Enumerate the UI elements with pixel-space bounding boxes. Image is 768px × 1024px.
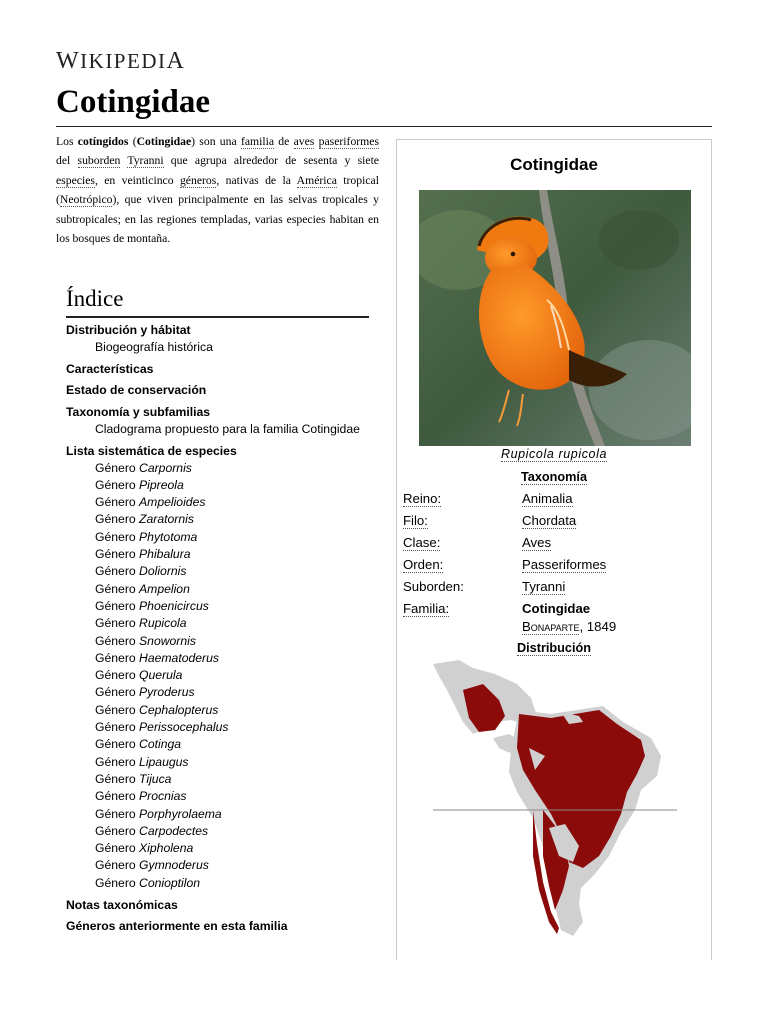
- toc-item-genero[interactable]: Género Snowornis: [95, 633, 196, 648]
- taxonomy-row-orden: [403, 557, 703, 577]
- genus-name: Ampelion: [139, 581, 190, 596]
- toc-item-genero[interactable]: Género Perissocephalus: [95, 720, 229, 735]
- toc-item-genero[interactable]: Género Xipholena: [95, 841, 194, 856]
- taxonomy-rank-label[interactable]: Filo:: [403, 513, 428, 528]
- taxonomy-authority: [403, 619, 703, 639]
- link-generos[interactable]: géneros: [179, 173, 217, 187]
- taxonomy-rank-label[interactable]: Orden:: [403, 557, 444, 572]
- toc-item-notas[interactable]: Notas taxonómicas: [66, 897, 178, 912]
- toc-item-genero[interactable]: Género Carpodectes: [95, 823, 209, 838]
- genus-name: Carpodectes: [139, 823, 209, 838]
- genus-name: Phytotoma: [139, 529, 198, 544]
- toc-item-cladograma[interactable]: Cladograma propuesto para la familia Cotingidae: [95, 421, 360, 436]
- taxonomy-row-clase: [403, 535, 703, 555]
- taxonomy-heading[interactable]: Taxonomía: [520, 470, 588, 484]
- genus-name: Porphyrolaema: [139, 806, 222, 821]
- taxonomy-rank-label: Suborden:: [403, 579, 464, 594]
- link-america[interactable]: América: [296, 173, 337, 187]
- wikipedia-logo[interactable]: WIKIPEDIA: [56, 48, 186, 74]
- intro-paragraph: Los cotíngidos (Cotingidae) son una familia de aves paseriformes del suborden Tyranni que agrupa alrededor de sesenta y siete especies, en veinticinco géneros, nativas de la América tropical (Neotrópico), que viven principalmente en las selvas tropicales y subtropicales; en las regiones templadas, varias especies habitan en los bosques de montaña.: [56, 135, 380, 246]
- taxonomy-rank-value[interactable]: Chordata: [522, 513, 577, 528]
- taxonomy-rank-value[interactable]: Animalia: [522, 491, 573, 506]
- infobox-title: Cotingidae: [510, 155, 598, 174]
- taxonomy-rank-label[interactable]: Reino:: [403, 491, 442, 506]
- genus-name: Ampelioides: [139, 495, 206, 510]
- distribution-map[interactable]: [433, 660, 677, 940]
- toc-heading: Índice: [66, 286, 124, 311]
- toc-item-genero[interactable]: Género Ampelioides: [95, 495, 206, 510]
- toc-item-genero[interactable]: Género Ampelion: [95, 581, 190, 596]
- genus-name: Gymnoderus: [139, 858, 209, 873]
- genus-name: Doliornis: [139, 564, 187, 579]
- toc-divider: [66, 316, 369, 318]
- toc-item-genero[interactable]: Género Cephalopterus: [95, 702, 219, 717]
- toc-item-genero[interactable]: Género Porphyrolaema: [95, 806, 222, 821]
- genus-name: Pipreola: [139, 477, 184, 492]
- toc-item-genero[interactable]: Género Pipreola: [95, 477, 184, 492]
- genus-name: Xipholena: [139, 841, 194, 856]
- toc-item-genero[interactable]: Género Phoenicircus: [95, 598, 209, 613]
- taxonomy-rank-label[interactable]: Clase:: [403, 535, 441, 550]
- table-of-contents: [66, 322, 376, 935]
- intro-bold-term: cotíngidos: [77, 135, 129, 148]
- bird-photo[interactable]: [419, 190, 691, 446]
- genus-name: Pyroderus: [139, 685, 195, 700]
- link-familia[interactable]: familia: [240, 135, 275, 148]
- page-title: Cotingidae: [56, 84, 211, 120]
- link-tyranni[interactable]: Tyranni: [127, 154, 164, 168]
- genus-name: Haematoderus: [139, 650, 219, 665]
- toc-item-lista-especies[interactable]: Lista sistemática de especies: [66, 443, 237, 458]
- distribution-heading[interactable]: Distribución: [516, 641, 591, 655]
- genus-name: Procnias: [139, 789, 187, 804]
- toc-item-genero[interactable]: Género Querula: [95, 668, 183, 683]
- link-neotropico[interactable]: Neotrópico: [59, 193, 113, 207]
- toc-item-genero[interactable]: Género Carpornis: [95, 460, 192, 475]
- toc-item-genero[interactable]: Género Tijuca: [95, 771, 172, 786]
- toc-item-genero[interactable]: Género Gymnoderus: [95, 858, 209, 873]
- genus-name: Lipaugus: [139, 754, 189, 769]
- taxonomy-rank-value: Cotingidae: [522, 601, 591, 616]
- title-divider: [56, 126, 712, 127]
- toc-item-generos-anteriores[interactable]: Géneros anteriormente en esta familia: [66, 919, 288, 934]
- genus-name: Cephalopterus: [139, 702, 219, 717]
- genus-name: Zaratornis: [139, 512, 194, 527]
- taxonomy-rank-label[interactable]: Familia:: [403, 601, 450, 616]
- toc-item-taxonomia[interactable]: Taxonomía y subfamilias: [66, 404, 211, 419]
- genus-name: Phoenicircus: [139, 598, 209, 613]
- toc-item-genero[interactable]: Género Conioptilon: [95, 875, 201, 890]
- authority-year: , 1849: [579, 619, 617, 634]
- taxonomy-rank-value[interactable]: Passeriformes: [522, 557, 607, 572]
- genus-name: Rupicola: [139, 616, 187, 631]
- toc-item-caracteristicas[interactable]: Características: [66, 361, 154, 376]
- toc-item-genero[interactable]: Género Doliornis: [95, 564, 187, 579]
- genus-name: Querula: [139, 668, 183, 683]
- image-caption[interactable]: Rupicola rupicola: [500, 447, 608, 461]
- taxonomy-row-familia: [403, 601, 703, 621]
- genus-name: Conioptilon: [139, 875, 201, 890]
- taxonomy-row-reino: [403, 491, 703, 511]
- genus-name: Cotinga: [139, 737, 182, 752]
- genus-name: Snowornis: [139, 633, 196, 648]
- authority-name[interactable]: Bonaparte: [522, 619, 580, 634]
- intro-bold-scientific: Cotingidae: [136, 135, 192, 148]
- link-suborden[interactable]: suborden: [77, 154, 121, 168]
- link-aves[interactable]: aves: [293, 135, 315, 148]
- genus-name: Carpornis: [139, 460, 192, 475]
- toc-item-biogeografia[interactable]: Biogeografía histórica: [95, 340, 213, 354]
- toc-item-conservacion[interactable]: Estado de conservación: [66, 383, 207, 398]
- link-especies[interactable]: especies: [56, 173, 95, 187]
- genus-name: Perissocephalus: [139, 720, 229, 735]
- toc-item-genero[interactable]: Género Phytotoma: [95, 529, 198, 544]
- taxonomy-row-suborden: [403, 579, 703, 599]
- toc-item-genero[interactable]: Género Cotinga: [95, 737, 182, 752]
- toc-item-genero[interactable]: Género Rupicola: [95, 616, 187, 631]
- toc-item-genero[interactable]: Género Phibalura: [95, 547, 191, 562]
- genus-name: Phibalura: [139, 547, 191, 562]
- genus-name: Tijuca: [139, 771, 172, 786]
- taxonomy-row-filo: [403, 513, 703, 533]
- taxonomy-rank-value[interactable]: Tyranni: [522, 579, 566, 594]
- toc-item-distribucion[interactable]: Distribución y hábitat: [66, 323, 191, 337]
- taxobox: [396, 139, 712, 960]
- toc-item-genero[interactable]: Género Zaratornis: [95, 512, 194, 527]
- toc-item-genero[interactable]: Género Haematoderus: [95, 650, 219, 665]
- toc-item-genero[interactable]: Género Pyroderus: [95, 685, 195, 700]
- toc-item-genero[interactable]: Género Lipaugus: [95, 754, 189, 769]
- link-paseriformes[interactable]: paseriformes: [318, 135, 380, 148]
- toc-item-genero[interactable]: Género Procnias: [95, 789, 187, 804]
- taxonomy-rank-value[interactable]: Aves: [522, 535, 552, 550]
